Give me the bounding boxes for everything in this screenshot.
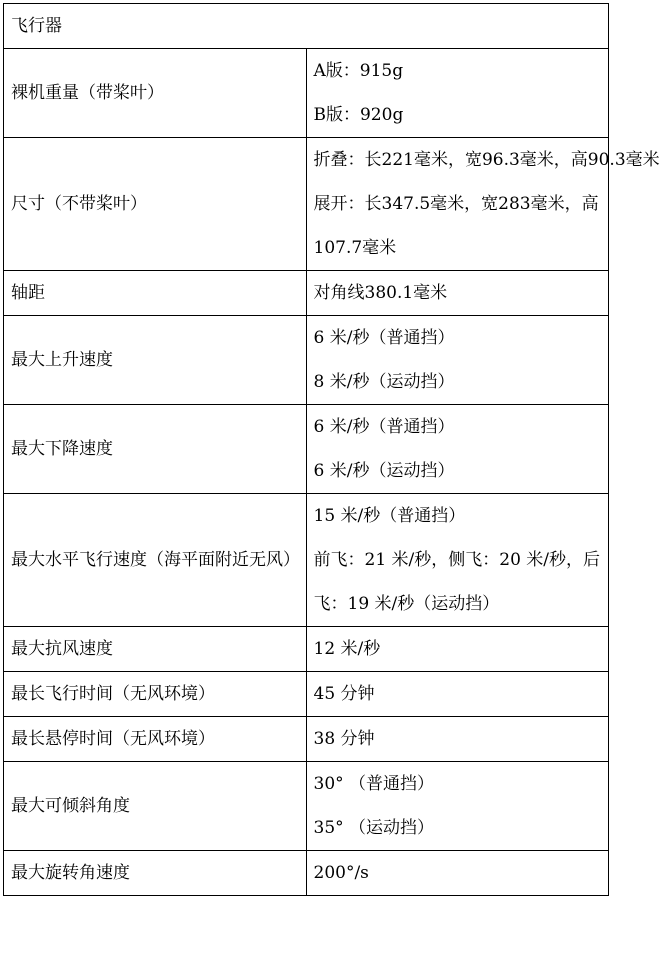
table-row	[4, 271, 609, 316]
row-value	[306, 271, 609, 316]
value-line: 前飞：21 米/秒，侧飞：20 米/秒，后飞：19 米/秒（运动挡）	[313, 550, 601, 614]
value-line: 30° （普通挡）	[313, 774, 435, 794]
value-line: 35° （运动挡）	[313, 818, 435, 838]
value-line: B版：920g	[313, 105, 404, 125]
row-label: 最大下降速度	[4, 405, 307, 494]
row-label: 最长飞行时间（无风环境）	[4, 672, 307, 717]
value-line: 对角线380.1毫米	[313, 283, 448, 303]
row-value	[306, 851, 609, 896]
row-value	[306, 762, 609, 851]
row-value	[306, 138, 660, 271]
value-line: 12 米/秒	[313, 639, 381, 659]
row-label: 裸机重量（带桨叶）	[4, 49, 307, 138]
table-row	[4, 627, 609, 672]
row-label: 最大抗风速度	[4, 627, 307, 672]
row-label: 轴距	[4, 271, 307, 316]
row-label: 最大水平飞行速度（海平面附近无风）	[4, 494, 307, 627]
table-row	[4, 405, 609, 494]
table-row	[4, 316, 609, 405]
row-value	[306, 405, 609, 494]
row-value	[306, 672, 609, 717]
value-line: A版：915g	[313, 61, 404, 81]
table-row	[4, 851, 609, 896]
value-line: 展开：长347.5毫米，宽283毫米，高107.7毫米	[313, 194, 599, 258]
row-value	[306, 316, 609, 405]
row-label: 最大旋转角速度	[4, 851, 307, 896]
row-label: 最大上升速度	[4, 316, 307, 405]
table-row	[4, 762, 609, 851]
spec-table	[3, 3, 660, 896]
row-value	[306, 627, 609, 672]
table-row	[4, 49, 609, 138]
table-header-row	[4, 4, 609, 49]
row-label: 尺寸（不带桨叶）	[4, 138, 307, 271]
value-line: 38 分钟	[313, 729, 375, 749]
value-line: 45 分钟	[313, 684, 375, 704]
value-line: 8 米/秒（运动挡）	[313, 372, 455, 392]
table-row	[4, 138, 609, 271]
row-label: 最大可倾斜角度	[4, 762, 307, 851]
value-line: 6 米/秒（普通挡）	[313, 417, 455, 437]
row-value	[306, 494, 609, 627]
table-header: 飞行器	[4, 4, 609, 49]
value-line: 折叠：长221毫米，宽96.3毫米，高90.3毫米	[313, 150, 660, 170]
value-line: 200°/s	[313, 863, 369, 883]
table-row	[4, 494, 609, 627]
row-value	[306, 717, 609, 762]
table-row	[4, 672, 609, 717]
value-line: 6 米/秒（运动挡）	[313, 461, 455, 481]
table-row	[4, 717, 609, 762]
row-label: 最长悬停时间（无风环境）	[4, 717, 307, 762]
value-line: 15 米/秒（普通挡）	[313, 506, 466, 526]
value-line: 6 米/秒（普通挡）	[313, 328, 455, 348]
row-value	[306, 49, 609, 138]
